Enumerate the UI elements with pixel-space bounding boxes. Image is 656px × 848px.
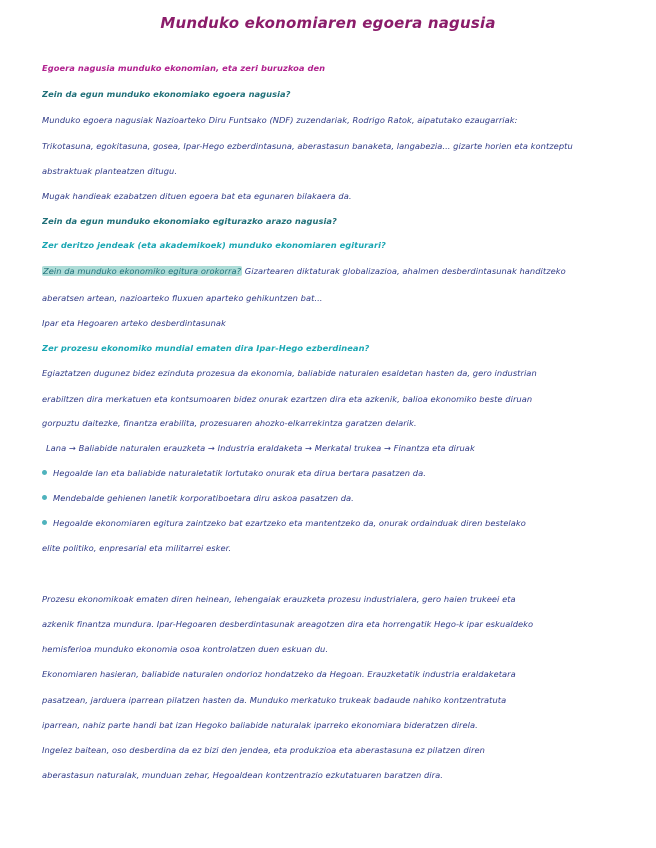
bullet-text: Hegoalde lan eta baliabide naturaletatik lortutako onurak eta dirua bertara pasatzen da. (53, 468, 426, 478)
paragraph-line: Ekonomiaren hasieran, baliabide naturalen ondorioz hondatzeko da Hegoan. Erauzketatik industria eraldaketara (42, 669, 516, 679)
question-1: Zein da egun munduko ekonomiako egoera nagusia? (42, 89, 291, 99)
bullet-text: Hegoalde ekonomiaren egitura zaintzeko bat ezartzeko eta mantentzeko da, onurak ordainduak diren bestelako (53, 518, 526, 528)
paragraph-line: azkenik finantza mundura. Ipar-Hegoaren desberdintasunak areagotzen dira eta horrengatik Hego-k ipar eskualdeko (42, 619, 534, 629)
bullet-dot-icon (42, 520, 47, 525)
paragraph-line: hemisferioa munduko ekonomia osoa kontrolatzen duen eskuan du. (42, 644, 329, 654)
highlighted-question: Zein da munduko ekonomiko egitura orokorra? (43, 266, 242, 276)
section-heading: Egoera nagusia munduko ekonomian, eta zeri buruzkoa den (42, 63, 326, 73)
question-4: Zer prozesu ekonomiko mundial ematen dira Ipar-Hego ezberdinean? (42, 343, 370, 353)
paragraph-line: pasatzean, jarduera iparrean pilatzen hasten da. Munduko merkatuko trukeak badaude nahiko kontzentratuta (42, 695, 507, 705)
bullet-item (42, 493, 622, 503)
highlighted-line-rest: Gizartearen diktaturak globalizazioa, ahalmen desberdintasunak handitzeko (242, 266, 566, 276)
paragraph-line: Ingelez baitean, oso desberdina da ez bizi den jendea, eta produkzioa eta aberastasuna ez pilatzen diren (42, 745, 485, 755)
paragraph-line: Mugak handieak ezabatzen dituen egoera bat eta egunaren bilakaera da. (42, 191, 352, 201)
paragraph-line: Egiaztatzen dugunez bidez ezinduta prozesua da ekonomia, baliabide naturalen esaldetan hasten da, gero industrian (42, 368, 537, 378)
bullet-item (42, 518, 622, 528)
paragraph-line: Ipar eta Hegoaren arteko desberdintasunak (42, 318, 226, 328)
highlighted-line (42, 266, 622, 276)
page-title: Munduko ekonomiaren egoera nagusia (160, 14, 496, 32)
paragraph-line: aberastasun naturalak, munduan zehar, Hegoaldean kontzentrazio ezkutatuaren baratzen dira. (42, 770, 443, 780)
bullet-dot-icon (42, 495, 47, 500)
bullet-text: Mendebalde gehienen lanetik korporatiboetara diru askoa pasatzen da. (53, 493, 354, 503)
bullet-continuation: elite politiko, enpresarial eta militarrei esker. (42, 543, 232, 553)
paragraph-line: Munduko egoera nagusiak Nazioarteko Diru Funtsako (NDF) zuzendariak, Rodrigo Ratok, aipatutako ezaugarriak: (42, 115, 518, 125)
paragraph-line: aberatsen artean, nazioarteko fluxuen aparteko gehikuntzen bat... (42, 293, 323, 303)
paragraph-line: abstraktuak planteatzen ditugu. (42, 166, 178, 176)
paragraph-line: gorpuztu daitezke, finantza erabilita, prozesuaren ahozko-elkarrekintza garatzen delarik. (42, 418, 417, 428)
paragraph-line: Trikotasuna, egokitasuna, gosea, Ipar-Hego ezberdintasuna, aberastasun banaketa, langabezia... gizarte horien eta kontzeptu (42, 141, 573, 151)
question-2: Zein da egun munduko ekonomiako egiturazko arazo nagusia? (42, 216, 337, 226)
paragraph-line: erabiltzen dira merkatuen eta kontsumoaren bidez onurak ezartzen dira eta azkenik, balioa ekonomiko beste diruan (42, 394, 533, 404)
paragraph-line: Prozesu ekonomikoak ematen diren heinean, lehengaiak erauzketa prozesu industrialera, gero haien trukeei eta (42, 594, 516, 604)
paragraph-line: iparrean, nahiz parte handi bat izan Hegoko baliabide naturalak iparreko ekonomiara bideratzen direla. (42, 720, 478, 730)
bullet-dot-icon (42, 470, 47, 475)
bullet-item (42, 468, 622, 478)
process-flow: Lana → Baliabide naturalen erauzketa → Industria eraldaketa → Merkatal trukea → Finantza eta diruak (46, 443, 475, 453)
question-3: Zer deritzo jendeak (eta akademikoek) munduko ekonomiaren egiturari? (42, 240, 386, 250)
